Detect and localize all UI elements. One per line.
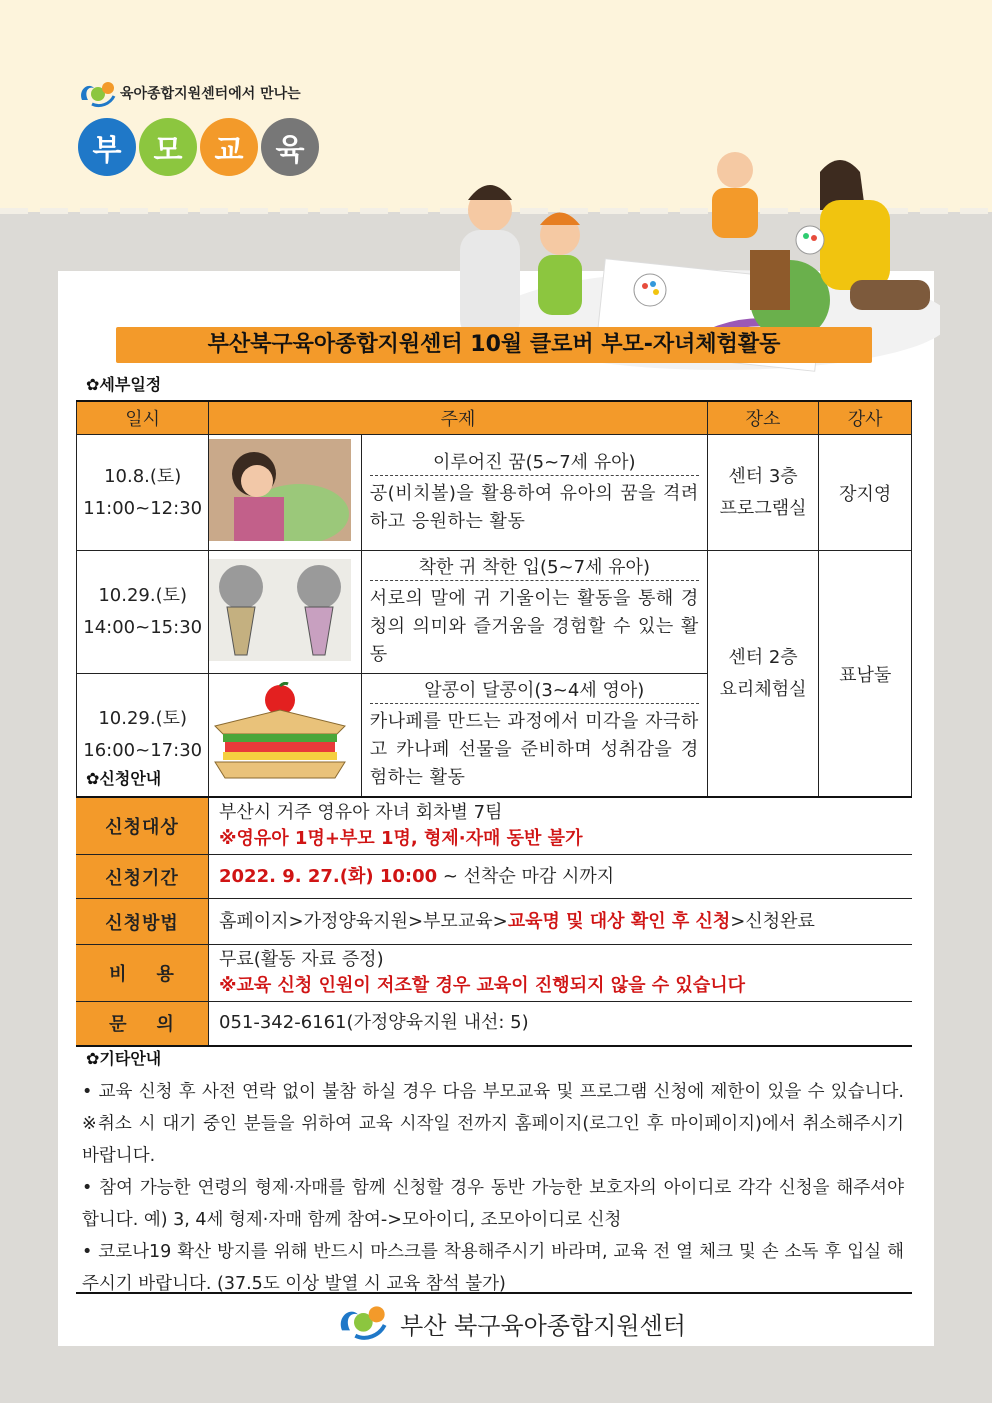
event-banner: 부산북구육아종합지원센터 10월 클로버 부모-자녀체험활동 bbox=[116, 327, 872, 363]
place-line-1: 센터 2층 bbox=[728, 646, 798, 668]
table-row bbox=[77, 551, 912, 674]
apply-row-contact bbox=[76, 1002, 912, 1046]
note-item: • 코로나19 확산 방지를 위해 반드시 마스크를 착용해주시기 바라며, 교육 전 열 체크 및 손 소독 후 입실 해주시기 바랍니다. (37.5도 이상 발열 시 교육 참석 불가) bbox=[82, 1242, 904, 1294]
canape-illustration bbox=[209, 682, 351, 784]
notes-heading: ✿기타안내 bbox=[86, 1049, 162, 1068]
method-label: 신청방법 bbox=[76, 899, 209, 945]
title-char-3: 교 bbox=[200, 118, 258, 176]
row-time: 11:00~12:30 bbox=[83, 497, 203, 519]
apply-heading: ✿신청안내 bbox=[86, 769, 162, 788]
fee-line-1: 무료(활동 자료 증정) bbox=[219, 949, 384, 970]
contact-label: 문 의 bbox=[76, 1002, 209, 1046]
girl-painting-ball-photo bbox=[209, 439, 351, 541]
row-topic bbox=[361, 551, 707, 674]
topic-title: 이루어진 꿈(5~7세 유아) bbox=[370, 446, 699, 476]
method-highlight: 교육명 및 대상 확인 후 신청 bbox=[507, 910, 731, 932]
topic-description: 서로의 말에 귀 기울이는 활동을 통해 경청의 의미와 즐거움을 경험할 수 있는 활동 bbox=[369, 588, 699, 665]
row-instructor: 장지영 bbox=[819, 435, 912, 551]
row-date: 10.8.(토) bbox=[104, 465, 182, 487]
title-char-2: 모 bbox=[139, 118, 197, 176]
period-date: 2022. 9. 27.(화) 10:00 bbox=[219, 865, 438, 887]
apply-row-period bbox=[76, 855, 912, 899]
fee-line-2: ※교육 신청 인원이 저조할 경우 교육이 진행되지 않을 수 있습니다 bbox=[219, 975, 745, 996]
topic-description: 카나페를 만드는 과정에서 미각을 자극하고 카나페 선물을 준비하며 성취감을 경험하는 활동 bbox=[369, 711, 699, 788]
place-line-1: 센터 3층 bbox=[728, 465, 798, 487]
apply-row-target bbox=[76, 797, 912, 855]
row-image-cell bbox=[209, 435, 361, 551]
header-logo-row bbox=[78, 78, 301, 108]
target-line-2: ※영유아 1명+부모 1명, 형제·자매 동반 불가 bbox=[219, 828, 583, 849]
apply-row-fee bbox=[76, 945, 912, 1002]
method-post: >신청완료 bbox=[730, 910, 815, 932]
period-label: 신청기간 bbox=[76, 855, 209, 899]
row-place bbox=[707, 551, 819, 798]
period-value bbox=[209, 855, 913, 899]
title-char-4: 육 bbox=[261, 118, 319, 176]
apply-row-method bbox=[76, 899, 912, 945]
footer bbox=[298, 1300, 718, 1346]
row-datetime bbox=[77, 435, 209, 551]
target-line-1: 부산시 거주 영유아 자녀 회차별 7팀 bbox=[219, 802, 503, 823]
row-time: 16:00~17:30 bbox=[83, 740, 203, 761]
notes-box bbox=[82, 1076, 904, 1300]
title-char-1: 부 bbox=[78, 118, 136, 176]
topic-description: 공(비치볼)을 활용하여 유아의 꿈을 격려하고 응원하는 활동 bbox=[369, 482, 699, 532]
schedule-table bbox=[76, 400, 912, 798]
target-value bbox=[209, 797, 913, 855]
row-date: 10.29.(토) bbox=[98, 708, 188, 729]
microphone-craft-photo bbox=[209, 559, 351, 661]
fee-label: 비 용 bbox=[76, 945, 209, 1002]
method-pre: 홈페이지>가정양육지원>부모교육> bbox=[219, 910, 508, 932]
note-item: • 참여 가능한 연령의 형제·자매를 함께 신청할 경우 동반 가능한 보호자의 아이디로 각각 신청을 해주셔야 합니다. 예) 3, 4세 형제·자매 함께 참여->모아이디, 조모아이디로 신청 bbox=[82, 1178, 904, 1230]
col-date: 일시 bbox=[77, 401, 209, 435]
fee-value bbox=[209, 945, 913, 1002]
note-item: • 교육 신청 후 사전 연락 없이 불참 하실 경우 다음 부모교육 및 프로그램 신청에 제한이 있을 수 있습니다. ※취소 시 대기 중인 분들을 위하여 교육 시작일 전까지 홈페이지(로그인 후 마이페이지)에서 취소해주시기 바랍니다. bbox=[82, 1082, 904, 1166]
row-topic bbox=[361, 435, 707, 551]
contact-value: 051-342-6161(가정양육지원 내선: 5) bbox=[209, 1002, 913, 1046]
col-topic: 주제 bbox=[209, 401, 707, 435]
col-place: 장소 bbox=[707, 401, 819, 435]
place-line-2: 프로그램실 bbox=[719, 497, 807, 519]
schedule-header-row bbox=[77, 401, 912, 435]
period-rest: ~ 선착순 마감 시까지 bbox=[437, 865, 615, 887]
clover-logo-icon bbox=[330, 1301, 394, 1345]
clover-logo-icon bbox=[78, 78, 116, 108]
row-datetime bbox=[77, 551, 209, 674]
row-topic bbox=[361, 674, 707, 798]
notes-divider bbox=[76, 1292, 912, 1294]
row-date: 10.29.(토) bbox=[98, 585, 188, 606]
topic-title: 알콩이 달콩이(3~4세 영아) bbox=[370, 674, 699, 704]
apply-table bbox=[76, 796, 912, 1047]
method-value bbox=[209, 899, 913, 945]
col-instructor: 강사 bbox=[819, 401, 912, 435]
row-time: 14:00~15:30 bbox=[83, 617, 203, 638]
schedule-heading: ✿세부일정 bbox=[86, 375, 162, 394]
target-label: 신청대상 bbox=[76, 797, 209, 855]
place-line-2: 요리체험실 bbox=[719, 678, 807, 700]
row-place bbox=[707, 435, 819, 551]
table-row bbox=[77, 435, 912, 551]
header-tagline: 육아종합지원센터에서 만나는 bbox=[120, 86, 301, 102]
footer-org-name: 부산 북구육아종합지원센터 bbox=[400, 1311, 686, 1340]
row-instructor: 표남둘 bbox=[819, 551, 912, 798]
row-image-cell bbox=[209, 674, 361, 798]
topic-title: 착한 귀 착한 입(5~7세 유아) bbox=[370, 551, 699, 581]
row-image-cell bbox=[209, 551, 361, 674]
title-badges bbox=[78, 118, 322, 176]
